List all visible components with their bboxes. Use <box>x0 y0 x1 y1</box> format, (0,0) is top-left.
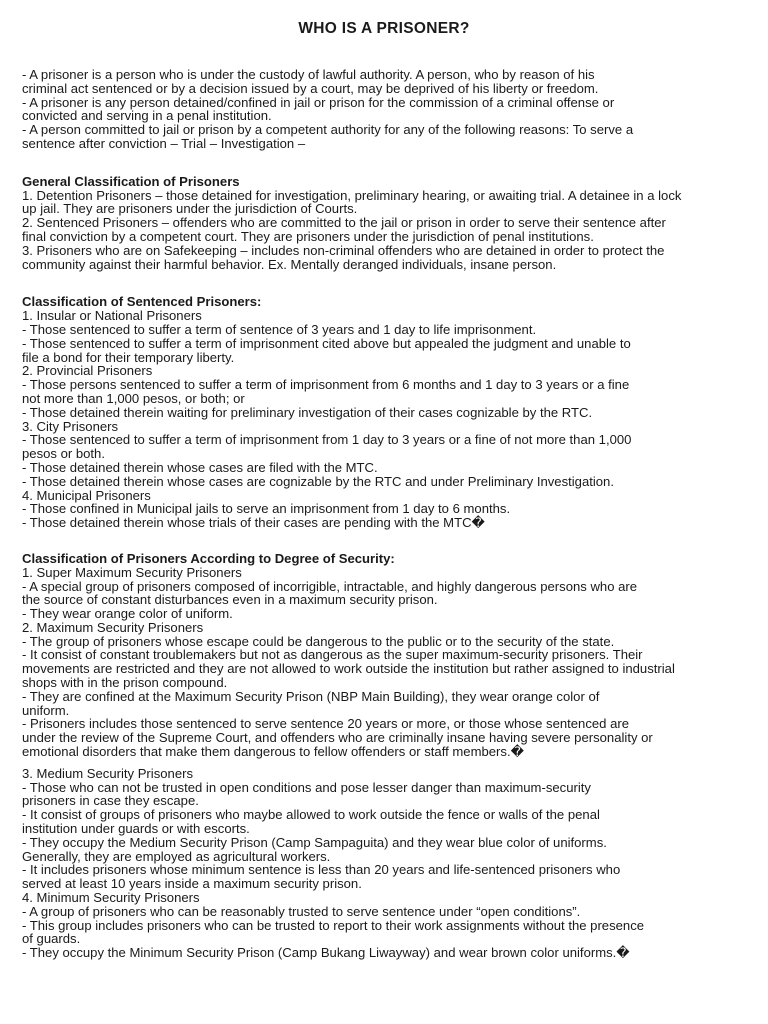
sentenced-classification-body: 1. Insular or National Prisoners - Those sentenced to suffer a term of sentence of 3 years and 1 day to life imprisonment. - Those sentenced to suffer a term of imprisonment cited above but appealed the judgment and unable to file a bond for their temporary liberty. 2. Provincial Prisoners - Those persons sentenced to suffer a term of imprisonment from 6 months and 1 day to 3 years or a fine not more than 1,000 pesos, or both; or - Those detained therein waiting for preliminary investigation of their cases cognizable by the RTC. 3. City Prisoners - Those sentenced to suffer a term of imprisonment from 1 day to 3 years or a fine of not more than 1,000 pesos or both. - Those detained therein whose cases are filed with the MTC. - Those detained therein whose cases are cognizable by the RTC and under Preliminary Investigation. 4. Municipal Prisoners - Those confined in Municipal jails to serve an imprisonment from 1 day to 6 months. - Those detained therein whose trials of their cases are pending with the MTC� <box>22 308 632 531</box>
spacer <box>22 151 746 175</box>
sentenced-classification-section <box>22 295 746 530</box>
general-classification-body: 1. Detention Prisoners – those detained for investigation, preliminary hearing, or awaiting trial. A detainee in a lock up jail. They are prisoners under the jurisdiction of Courts. 2. Sentenced Prisoners – offenders who are committed to the jail or prison in order to serve their sentence after final conviction by a competent court. They are prisoners under the jurisdiction of penal institutions. 3. Prisoners who are on Safekeeping – includes non-criminal offenders who are detained in order to protect the community against their harmful behavior. Ex. Mentally deranged individuals, insane person. <box>22 187 682 272</box>
sentenced-classification-heading: Classification of Sentenced Prisoners: <box>22 294 262 310</box>
security-classification-heading: Classification of Prisoners According to Degree of Security: <box>22 550 395 566</box>
general-classification-heading: General Classification of Prisoners <box>22 173 240 189</box>
security-classification-body-part-2: 3. Medium Security Prisoners - Those who can not be trusted in open conditions and pose lesser danger than maximum-security prisoners in case they escape. - It consist of groups of prisoners who maybe allowed to work outside the fence or walls of the penal institution under guards or with escorts. - They occupy the Medium Security Prison (Camp Sampaguita) and they wear blue color of uniforms. Generally, they are employed as agricultural workers. - It includes prisoners whose minimum sentence is less than 20 years and life-sentenced prisoners who served at least 10 years inside a maximum security prison. 4. Minimum Security Prisoners - A group of prisoners who can be reasonably trusted to serve sentence under “open conditions”. - This group includes prisoners who can be trusted to report to their work assignments without the presence of guards. - They occupy the Minimum Security Prison (Camp Bukang Liwayway) and wear brown color uniforms.� <box>22 765 645 961</box>
spacer <box>22 271 746 295</box>
security-classification-body-part-1: 1. Super Maximum Security Prisoners - A special group of prisoners composed of incorrigible, intractable, and highly dangerous persons who are the source of constant disturbances even in a maximum security prison. - They wear orange color of uniform. 2. Maximum Security Prisoners - The group of prisoners whose escape could be dangerous to the public or to the security of the state. - It consist of constant troublemakers but not as dangerous as the super maximum-security prisoners. Their movements are restricted and they are not allowed to work outside the institution but rather assigned to industrial shops with in the prison compound. - They are confined at the Maximum Security Prison (NBP Main Building), they wear orange color of uniform. - Prisoners includes those sentenced to serve sentence 20 years or more, or those whose sentenced are under the review of the Supreme Court, and offenders who are criminally insane having severe personality or emotional disorders that make them dangerous to fellow offenders or staff members.� <box>22 564 675 760</box>
security-classification-section <box>22 552 746 960</box>
intro-paragraph: - A prisoner is a person who is under the custody of lawful authority. A person, who by reason of his criminal act sentenced or by a decision issued by a court, may be deprived of his liberty or freedom. - A prisoner is any person detained/confined in jail or prison for the commission of a criminal offense or convicted and serving in a penal institution. - A person committed to jail or prison by a competent authority for any of the following reasons: To serve a sentence after conviction – Trial – Investigation – <box>22 67 634 151</box>
page-title: WHO IS A PRISONER? <box>298 20 470 37</box>
spacer <box>22 530 746 552</box>
general-classification-section <box>22 175 746 272</box>
